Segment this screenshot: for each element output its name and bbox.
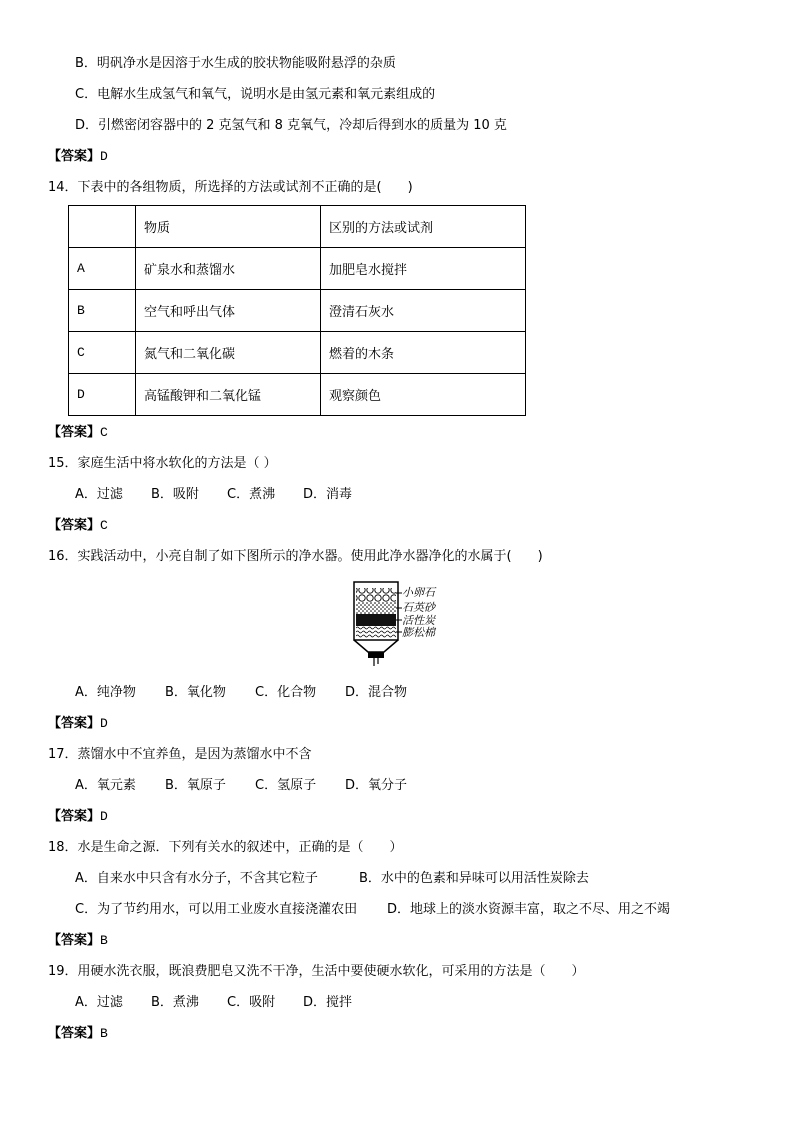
q16-answer xyxy=(48,715,108,733)
answer-value: B xyxy=(100,933,108,948)
table-cell-label: D xyxy=(69,374,136,416)
quartz-sand-layer xyxy=(356,602,396,614)
q18-option-d: D．地球上的淡水资源丰富，取之不尽、用之不竭 xyxy=(387,902,671,917)
table-cell-label: A xyxy=(69,248,136,290)
table-cell-label: B xyxy=(69,290,136,332)
answer-label: 【答案】 xyxy=(48,518,101,533)
q13-option-c: C．电解水生成氢气和氧气，说明水是由氢元素和氧元素组成的 xyxy=(75,87,436,102)
q17-option-c: C．氢原子 xyxy=(255,778,317,793)
q16-option-c: C．化合物 xyxy=(255,685,317,700)
q17-option-a: A．氧元素 xyxy=(75,778,136,793)
table-cell: 空气和呼出气体 xyxy=(136,290,321,332)
q18-option-c: C．为了节约用水，可以用工业废水直接浇灌农田 xyxy=(75,902,358,917)
q14-stem: 14．下表中的各组物质，所选择的方法或试剂不正确的是( ) xyxy=(48,180,413,195)
answer-value: D xyxy=(100,149,108,164)
table-row xyxy=(69,374,526,416)
table-cell: 氮气和二氧化碳 xyxy=(136,332,321,374)
q15-option-c: C．煮沸 xyxy=(227,487,276,502)
q16-options xyxy=(75,684,407,702)
q19-stem: 19．用硬水洗衣服，既浪费肥皂又洗不干净，生活中要使硬水软化，可采用的方法是（ ） xyxy=(48,964,585,979)
table-cell: 加肥皂水搅拌 xyxy=(321,248,526,290)
answer-value: D xyxy=(100,716,108,731)
table-cell xyxy=(69,206,136,248)
q13-option-d: D．引燃密闭容器中的 2 克氢气和 8 克氧气，冷却后得到水的质量为 10 克 xyxy=(75,118,507,133)
table-row xyxy=(69,290,526,332)
q15-options xyxy=(75,486,352,504)
table-cell: 燃着的木条 xyxy=(321,332,526,374)
label-quartz-sand: 石英砂 xyxy=(402,601,435,614)
label-pebbles: 小卵石 xyxy=(402,586,435,599)
table-row xyxy=(69,332,526,374)
answer-label: 【答案】 xyxy=(48,1026,101,1041)
q16-stem: 16．实践活动中，小亮自制了如下图所示的净水器。使用此净水器净化的水属于( ) xyxy=(48,549,543,564)
table-cell: 观察颜色 xyxy=(321,374,526,416)
table-row xyxy=(69,248,526,290)
q19-answer xyxy=(48,1025,108,1043)
q19-option-c: C．吸附 xyxy=(227,995,276,1010)
bottle-neck xyxy=(354,640,398,652)
water-filter-illustration xyxy=(350,578,450,668)
answer-label: 【答案】 xyxy=(48,149,101,164)
bottle-cap xyxy=(368,652,384,658)
answer-value: D xyxy=(100,809,108,824)
label-activated-carbon: 活性炭 xyxy=(402,614,435,627)
q13-option-b: B．明矾净水是因溶于水生成的胶状物能吸附悬浮的杂质 xyxy=(75,56,396,71)
answer-value: B xyxy=(100,1026,108,1041)
q19-options xyxy=(75,994,352,1012)
table-header-row xyxy=(69,206,526,248)
q18-options-row2 xyxy=(75,901,670,919)
q17-options xyxy=(75,777,407,795)
table-cell: 矿泉水和蒸馏水 xyxy=(136,248,321,290)
q18-options-row1 xyxy=(75,870,589,888)
cotton-layer xyxy=(356,626,396,638)
answer-value: C xyxy=(100,518,108,533)
table-header-substance: 物质 xyxy=(136,206,321,248)
q14-answer xyxy=(48,424,108,442)
activated-carbon-layer xyxy=(356,614,396,626)
q15-option-b: B．吸附 xyxy=(151,487,199,502)
table-cell: 澄清石灰水 xyxy=(321,290,526,332)
answer-label: 【答案】 xyxy=(48,716,101,731)
q19-option-a: A．过滤 xyxy=(75,995,123,1010)
q18-answer xyxy=(48,932,108,950)
answer-value: C xyxy=(100,425,108,440)
q17-answer xyxy=(48,808,108,826)
q17-stem: 17．蒸馏水中不宜养鱼，是因为蒸馏水中不含 xyxy=(48,747,312,762)
answer-label: 【答案】 xyxy=(48,425,101,440)
q16-option-b: B．氧化物 xyxy=(165,685,226,700)
q16-option-a: A．纯净物 xyxy=(75,685,136,700)
q13-answer xyxy=(48,148,108,166)
q15-option-a: A．过滤 xyxy=(75,487,123,502)
table-header-method: 区别的方法或试剂 xyxy=(321,206,526,248)
q18-option-a: A．自来水中只含有水分子，不含其它粒子 xyxy=(75,871,318,886)
q17-option-b: B．氧原子 xyxy=(165,778,226,793)
water-filter-diagram xyxy=(350,578,450,672)
q18-stem: 18．水是生命之源．下列有关水的叙述中，正确的是（ ） xyxy=(48,840,403,855)
answer-label: 【答案】 xyxy=(48,933,101,948)
q14-table xyxy=(68,205,526,416)
q18-option-b: B．水中的色素和异味可以用活性炭除去 xyxy=(359,871,589,886)
q16-option-d: D．混合物 xyxy=(345,685,408,700)
table-cell-label: C xyxy=(69,332,136,374)
q19-option-d: D．搅拌 xyxy=(303,995,353,1010)
answer-label: 【答案】 xyxy=(48,809,101,824)
q15-stem: 15．家庭生活中将水软化的方法是（ ） xyxy=(48,456,277,471)
table-cell: 高锰酸钾和二氧化锰 xyxy=(136,374,321,416)
q15-option-d: D．消毒 xyxy=(303,487,353,502)
q19-option-b: B．煮沸 xyxy=(151,995,199,1010)
pebble-layer xyxy=(356,588,396,602)
q17-option-d: D．氧分子 xyxy=(345,778,408,793)
label-cotton: 膨松棉 xyxy=(402,626,435,639)
q15-answer xyxy=(48,517,108,535)
